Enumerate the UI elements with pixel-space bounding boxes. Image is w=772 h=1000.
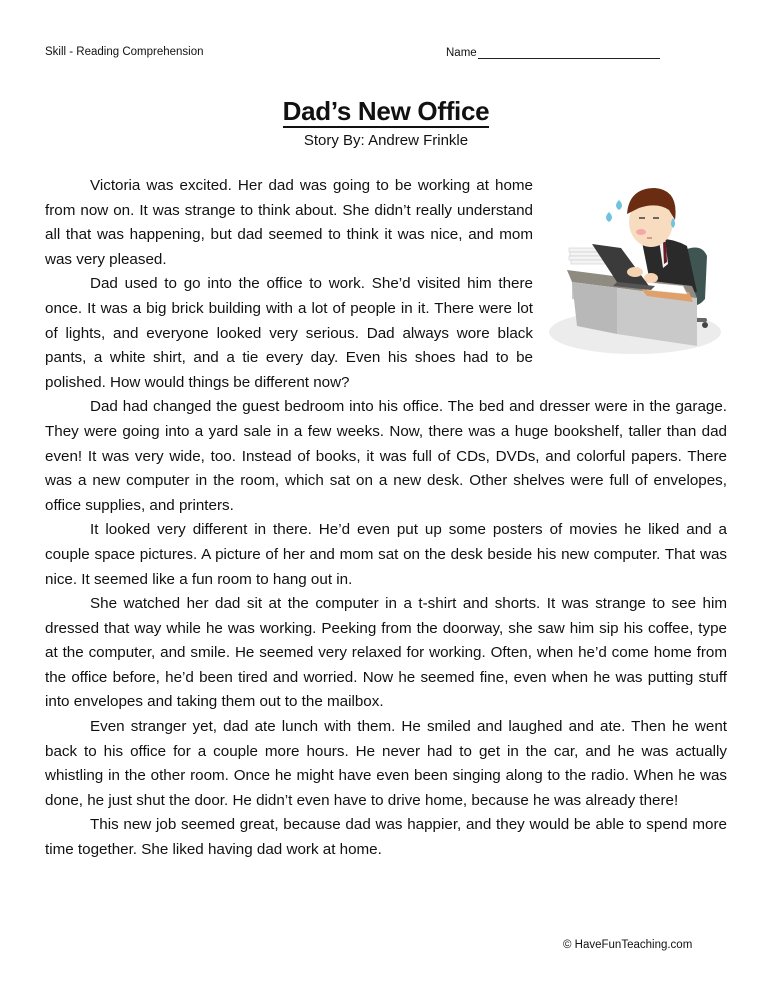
- story-byline: Story By: Andrew Frinkle: [303, 132, 469, 149]
- name-field: [446, 46, 660, 59]
- skill-label: Skill - Reading Comprehension: [45, 46, 204, 58]
- name-label: Name: [446, 47, 477, 59]
- illustration-svg: [547, 174, 727, 364]
- story-title: Dad’s New Office: [282, 96, 490, 126]
- story-paragraph: Victoria was excited. Her dad was going to be working at home from now on. It was strange to think about. She didn’t really understand all that was happening, but dad seemed to think it was nice, and mom was very pleased.: [45, 177, 533, 268]
- story-paragraph: Dad had changed the guest bedroom into his office. The bed and dresser were in the garage. They were going into a yard sale in a few weeks. Now, there was a huge bookshelf, taller than dad even! It was very wide, too. Instead of books, it was full of CDs, DVDs, and colorful papers. There was a new computer in the room, which sat on a new desk. Other shelves were full of envelopes, office supplies, and printers.: [45, 398, 727, 514]
- name-blank-line: [478, 46, 660, 59]
- story-paragraph: Dad used to go into the office to work. She’d visited him there once. It was a big brick building with a lot of people in it. There were lot of lights, and everyone looked very serious. Dad always wore black pants, a white shirt, and a tie every day. Even his shoes had to be polished. How would things be different now?: [45, 275, 533, 391]
- story-paragraph: This new job seemed great, because dad was happier, and they would be able to spend more time together. She liked having dad work at home.: [45, 816, 727, 859]
- story-title-container: [0, 96, 772, 127]
- story-paragraph: She watched her dad sit at the computer in a t-shirt and shorts. It was strange to see him dressed that way while he was working. Peeking from the doorway, she saw him sip his coffee, type at the computer, and smile. He seemed very relaxed for working. Often, when he’d come home from the office before, he’d been tired and worried. Now he seemed fine, even when he was putting stuff into envelopes and taking them out to the mailbox.: [45, 595, 727, 711]
- story-paragraph: It looked very different in there. He’d even put up some posters of movies he liked and a couple space pictures. A picture of her and mom sat on the desk beside his new computer. That was nice. It seemed like a fun room to hang out in.: [45, 521, 727, 588]
- worksheet-header: [45, 46, 772, 62]
- copyright-footer: © HaveFunTeaching.com: [563, 939, 693, 951]
- man-typing-at-desk-illustration: [547, 174, 727, 364]
- story-paragraph: Even stranger yet, dad ate lunch with them. He smiled and laughed and ate. Then he went back to his office for a couple more hours. He never had to get in the car, and he was actually whistling in the other room. Once he might have even been singing along to the radio. When he was done, he just shut the door. He didn’t even have to drive home, because he was already there!: [45, 718, 727, 809]
- story-body: [45, 174, 727, 863]
